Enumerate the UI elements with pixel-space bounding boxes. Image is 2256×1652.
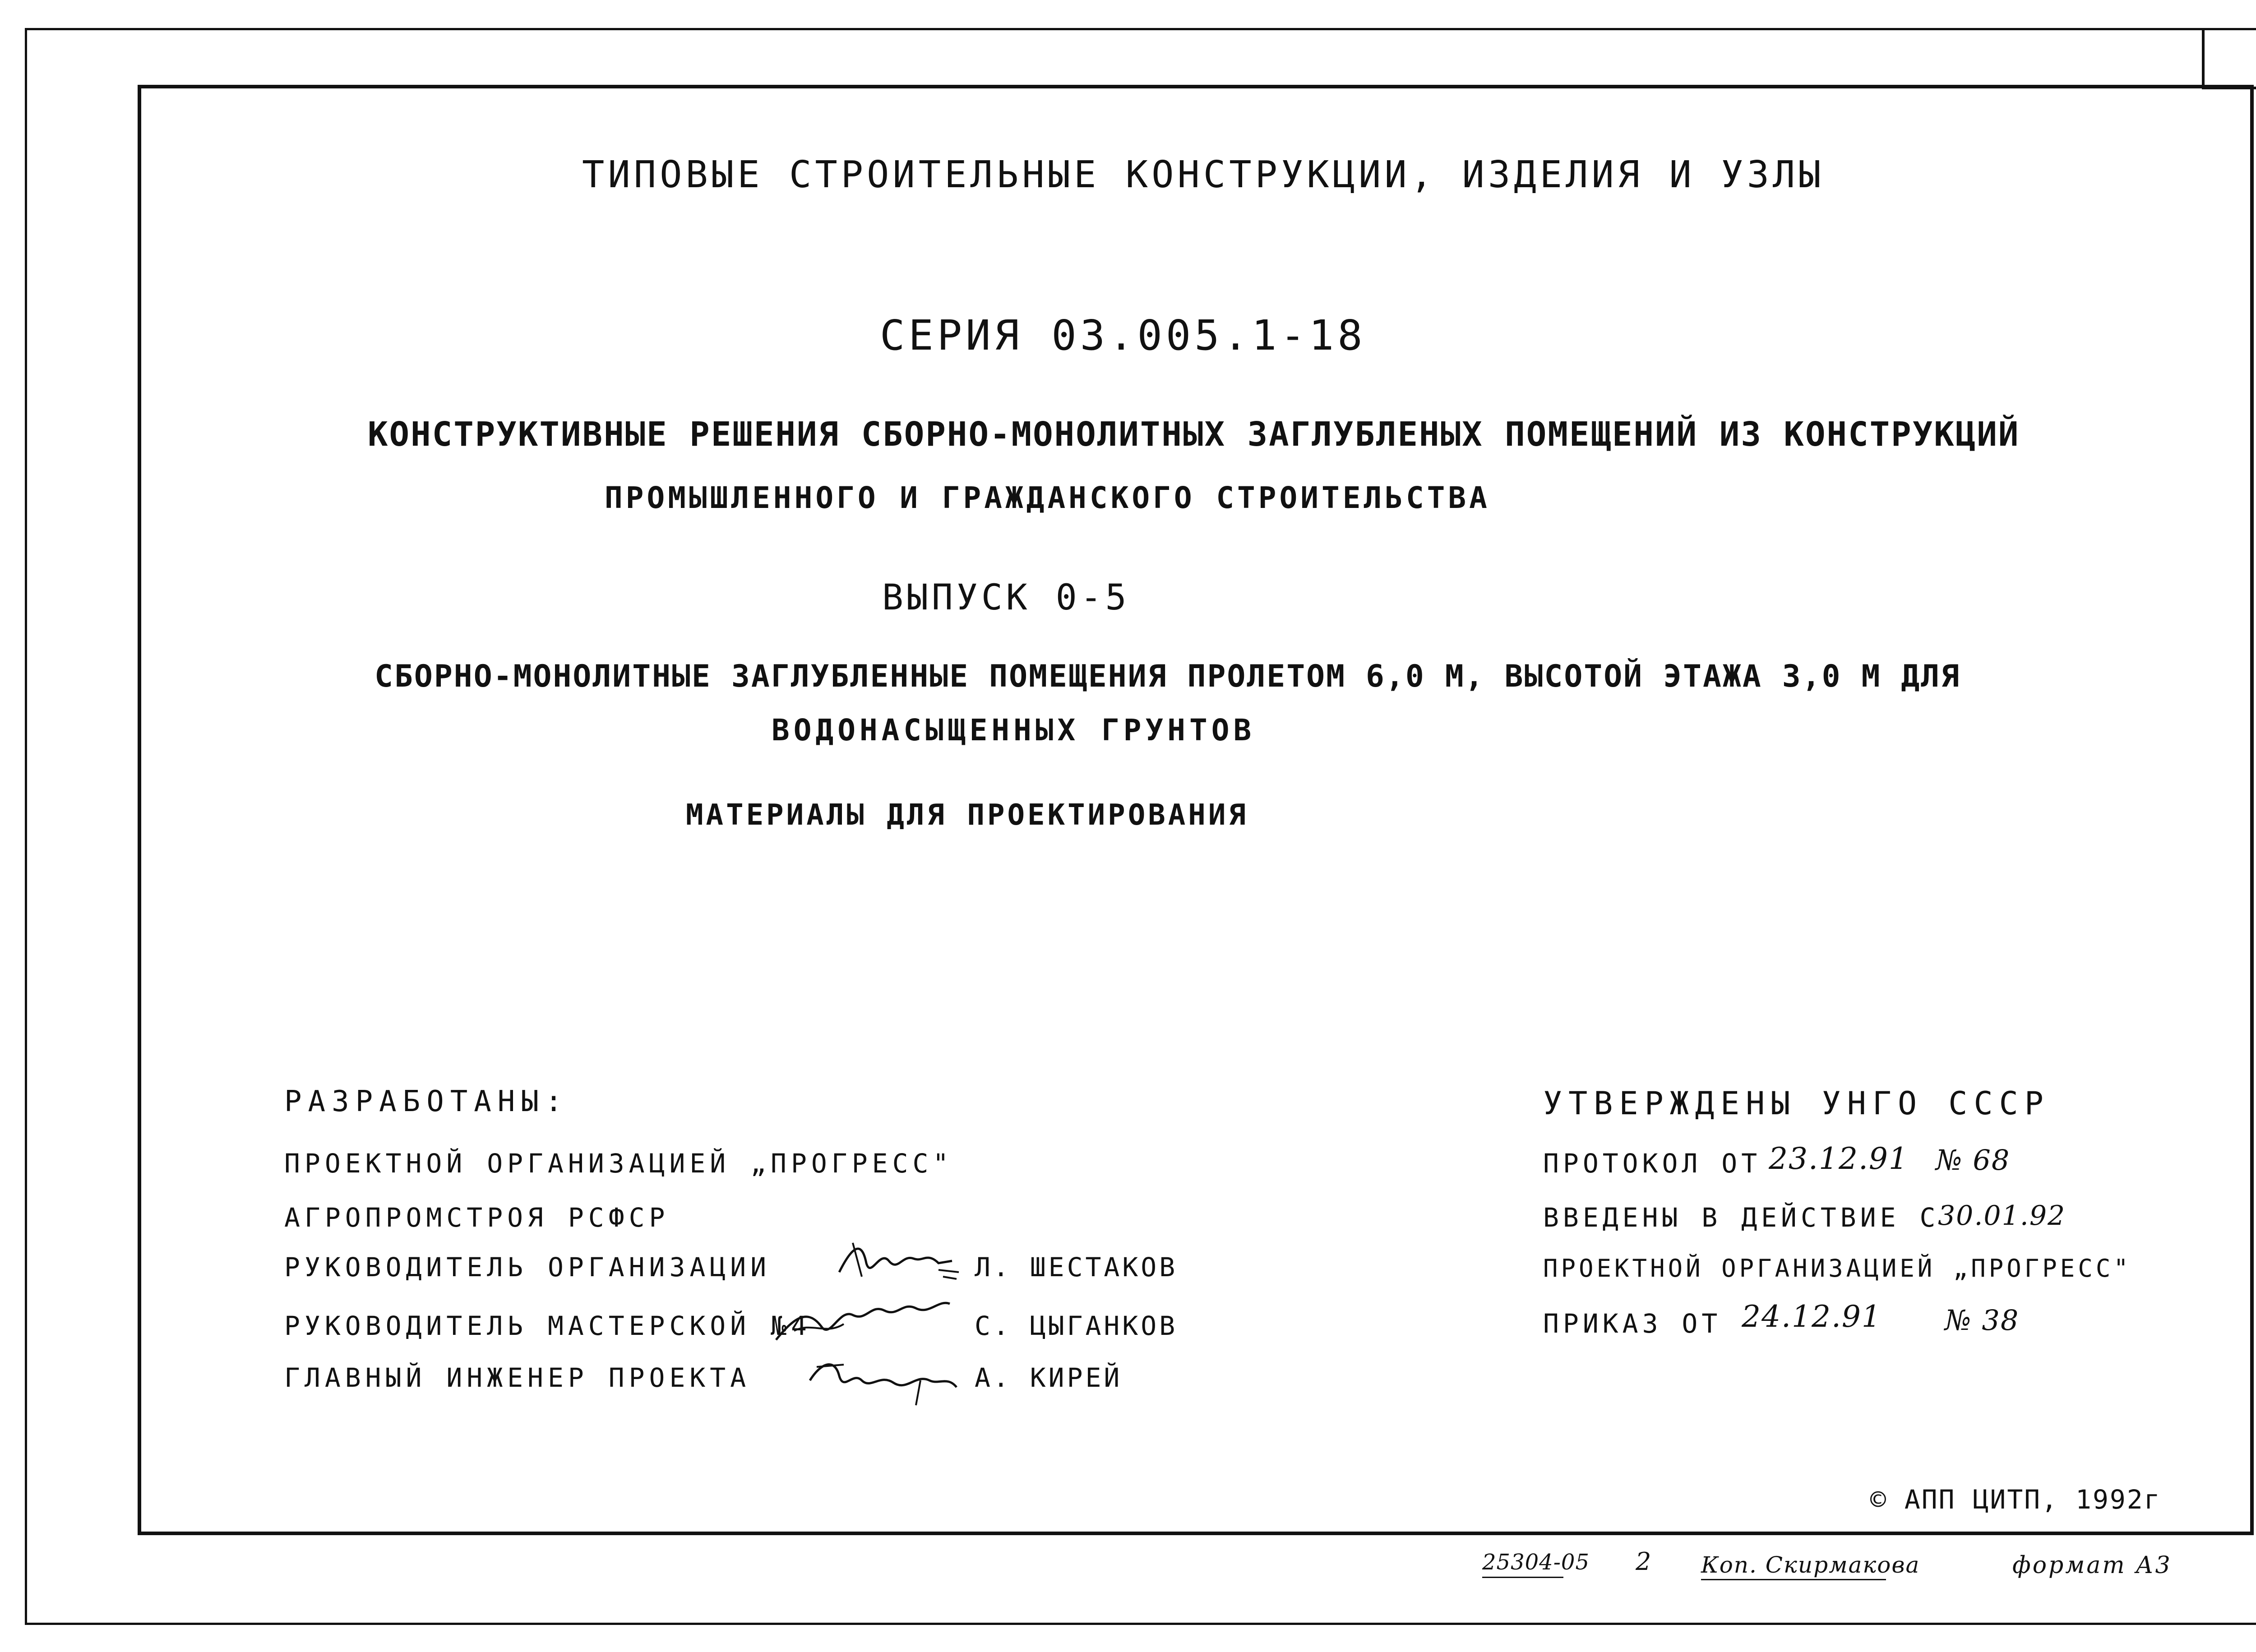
footer-format: формат А3: [2012, 1552, 2172, 1579]
corner-stamp-box: [2202, 28, 2256, 89]
chief-engineer-name: А. КИРЕЙ: [975, 1362, 1123, 1393]
signature-workshop: [767, 1290, 957, 1349]
order-date: 24.12.91: [1742, 1299, 1882, 1334]
document-title-line-2: ПРОМЫШЛЕННОГО И ГРАЖДАНСКОГО СТРОИТЕЛЬСТВА: [605, 480, 1490, 515]
order-number: № 38: [1945, 1304, 2020, 1337]
footer-page-number: 2: [1636, 1547, 1652, 1576]
protocol-date: 23.12.91: [1769, 1141, 1909, 1176]
document-title-line-1: КОНСТРУКТИВНЫЕ РЕШЕНИЯ СБОРНО-МОНОЛИТНЫХ ЗАГЛУБЛЕНЫХ ПОМЕЩЕНИЙ ИЗ КОНСТРУКЦИЙ: [368, 415, 2020, 454]
org-head-label: РУКОВОДИТЕЛЬ ОРГАНИЗАЦИИ: [284, 1252, 771, 1283]
issue-number: ВЫПУСК 0-5: [882, 577, 1130, 618]
approved-heading: УТВЕРЖДЕНЫ УНГО СССР: [1543, 1085, 2050, 1122]
main-title: ТИПОВЫЕ СТРОИТЕЛЬНЫЕ КОНСТРУКЦИИ, ИЗДЕЛИЯ И УЗЛЫ: [582, 153, 1825, 196]
chief-engineer-label: ГЛАВНЫЙ ИНЖЕНЕР ПРОЕКТА: [284, 1362, 751, 1393]
description-line-2: ВОДОНАСЫЩЕННЫХ ГРУНТОВ: [772, 713, 1256, 748]
signature-head: [835, 1236, 970, 1286]
series-number: СЕРИЯ 03.005.1-18: [880, 311, 1366, 360]
protocol-number: № 68: [1936, 1144, 2011, 1177]
footer-underline: [1701, 1579, 1886, 1580]
effective-label: ВВЕДЕНЫ В ДЕЙСТВИЕ С: [1543, 1202, 1940, 1233]
order-label: ПРИКАЗ ОТ: [1543, 1308, 1722, 1339]
effective-date: 30.01.92: [1938, 1200, 2066, 1232]
developed-ministry: АГРОПРОМСТРОЯ РСФСР: [284, 1202, 670, 1233]
footer-copier: Коп. Скирмакова: [1701, 1552, 1920, 1578]
approval-issuer: ПРОЕКТНОЙ ОРГАНИЗАЦИЕЙ „ПРОГРЕСС": [1543, 1254, 2131, 1283]
footer-document-code: 25304-05: [1482, 1550, 1590, 1575]
developed-heading: РАЗРАБОТАНЫ:: [284, 1085, 569, 1118]
workshop-head-name: С. ЦЫГАНКОВ: [975, 1311, 1178, 1341]
footer-underline: [1482, 1577, 1563, 1578]
workshop-head-label: РУКОВОДИТЕЛЬ МАСТЕРСКОЙ №4: [284, 1311, 811, 1341]
developed-organization: ПРОЕКТНОЙ ОРГАНИЗАЦИЕЙ „ПРОГРЕСС": [284, 1148, 953, 1179]
copyright-notice: © АПП ЦИТП, 1992г: [1870, 1484, 2161, 1515]
materials-subtitle: МАТЕРИАЛЫ ДЛЯ ПРОЕКТИРОВАНИЯ: [686, 798, 1248, 832]
protocol-label: ПРОТОКОЛ ОТ: [1543, 1148, 1761, 1179]
description-line-1: СБОРНО-МОНОЛИТНЫЕ ЗАГЛУБЛЕННЫЕ ПОМЕЩЕНИЯ ПРОЛЕТОМ 6,0 М, ВЫСОТОЙ ЭТАЖА 3,0 М ДЛЯ: [374, 659, 1961, 694]
signature-engineer: [803, 1349, 975, 1407]
org-head-name: Л. ШЕСТАКОВ: [975, 1252, 1178, 1283]
